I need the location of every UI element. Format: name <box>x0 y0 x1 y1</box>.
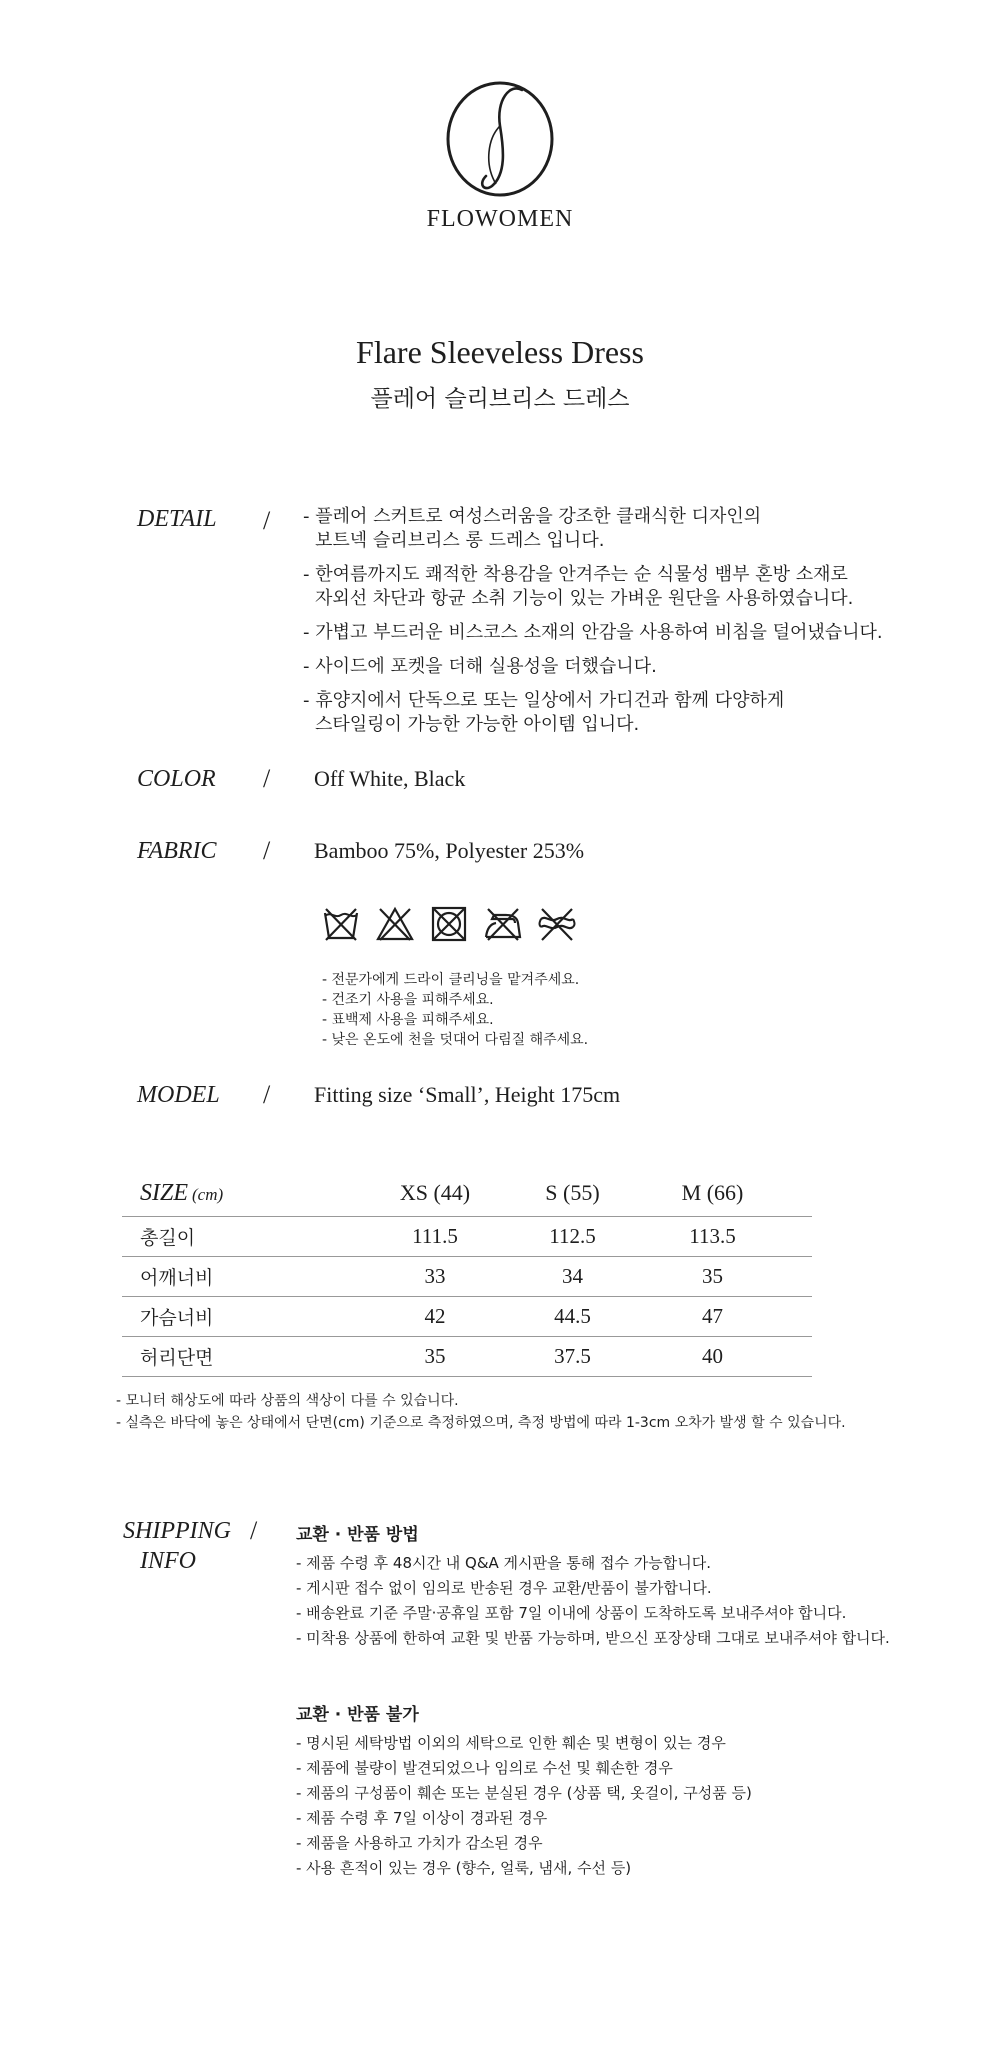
detail-item: - 가볍고 부드러운 비스코스 소재의 안감을 사용하여 비침을 덜어냈습니다. <box>303 622 883 643</box>
no-iron-icon <box>484 905 522 943</box>
care-note: - 표백제 사용을 피해주세요. <box>322 1012 494 1028</box>
size-label: SIZE (cm) <box>140 1179 224 1206</box>
shipping-slash: / <box>250 1516 258 1545</box>
size-col-m: M (66) <box>681 1180 744 1205</box>
not-allowed-heading: 교환 · 반품 불가 <box>296 1705 419 1725</box>
list-item: - 사용 흔적이 있는 경우 (향수, 얼룩, 냄새, 수선 등) <box>296 1859 632 1877</box>
size-table <box>122 1170 812 1377</box>
care-note: - 낮은 온도에 천을 덧대어 다림질 해주세요. <box>322 1032 589 1048</box>
list-item: - 미착용 상품에 한하여 교환 및 반품 가능하며, 받으신 포장상태 그대로 보내주셔야 합니다. <box>296 1629 890 1647</box>
product-title-ko: 플레어 슬리브리스 드레스 <box>370 386 630 412</box>
list-item: - 배송완료 기준 주말·공휴일 포함 7일 이내에 상품이 도착하도록 보내주셔야 합니다. <box>296 1604 847 1622</box>
color-slash: / <box>263 764 271 793</box>
list-item: - 제품에 불량이 발견되었으나 임의로 수선 및 훼손한 경우 <box>296 1759 673 1777</box>
brand-logo <box>440 78 560 200</box>
size-note: - 모니터 해상도에 따라 상품의 색상이 다를 수 있습니다. <box>116 1393 459 1409</box>
no-wash-tub-icon <box>322 905 360 943</box>
model-value: Fitting size ‘Small’, Height 175cm <box>314 1082 621 1107</box>
care-icons <box>322 905 576 943</box>
detail-item: - 한여름까지도 쾌적한 착용감을 안겨주는 순 식물성 뱀부 혼방 소재로 자외선 차단과 항균 소취 기능이 있는 가벼운 원단을 사용하였습니다. <box>303 564 854 609</box>
table-row: 총길이 111.5 112.5 113.5 <box>122 1216 812 1256</box>
no-tumble-dry-icon <box>430 905 468 943</box>
care-note: - 전문가에게 드라이 클리닝을 맡겨주세요. <box>322 972 580 988</box>
exchange-heading: 교환 · 반품 방법 <box>296 1525 419 1545</box>
detail-label: DETAIL <box>137 506 217 532</box>
size-table-header <box>122 1170 812 1216</box>
detail-item: - 사이드에 포켓을 더해 실용성을 더했습니다. <box>303 656 657 677</box>
care-note: - 건조기 사용을 피해주세요. <box>322 992 494 1008</box>
size-col-xs: XS (44) <box>399 1180 471 1205</box>
care-notes <box>322 970 588 1050</box>
shipping-label-info: INFO <box>140 1548 196 1574</box>
product-title-en: Flare Sleeveless Dress <box>356 334 644 370</box>
detail-list <box>303 505 883 737</box>
list-item: - 명시된 세탁방법 이외의 세탁으로 인한 훼손 및 변형이 있는 경우 <box>296 1734 726 1752</box>
no-wring-icon <box>538 905 576 943</box>
size-col-s: S (55) <box>545 1180 600 1205</box>
table-row: 가슴너비 42 44.5 47 <box>122 1296 812 1336</box>
size-note: - 실측은 바닥에 놓은 상태에서 단면(cm) 기준으로 측정하였으며, 측정 방법에 따라 1-3cm 오차가 발생 할 수 있습니다. <box>116 1415 846 1431</box>
list-item: - 제품 수령 후 48시간 내 Q&A 게시판을 통해 접수 가능합니다. <box>296 1554 712 1572</box>
exchange-section <box>296 1520 890 1651</box>
fabric-slash: / <box>263 836 271 865</box>
not-allowed-section <box>296 1700 752 1881</box>
exchange-list <box>296 1551 890 1651</box>
table-row: 허리단면 35 37.5 40 <box>122 1336 812 1377</box>
list-item: - 제품을 사용하고 가치가 감소된 경우 <box>296 1834 543 1852</box>
detail-item: - 휴양지에서 단독으로 또는 일상에서 가디건과 함께 다양하게 스타일링이 가능한 가능한 아이템 입니다. <box>303 690 785 735</box>
detail-slash: / <box>263 506 271 535</box>
model-slash: / <box>263 1080 271 1109</box>
no-bleach-icon <box>376 905 414 943</box>
detail-item: - 플레어 스커트로 여성스러움을 강조한 클래식한 디자인의 보트넥 슬리브리스 롱 드레스 입니다. <box>303 506 762 551</box>
table-row: 어깨너비 33 34 35 <box>122 1256 812 1296</box>
not-allowed-list <box>296 1731 752 1881</box>
list-item: - 게시판 접수 없이 임의로 반송된 경우 교환/반품이 불가합니다. <box>296 1579 712 1597</box>
color-value: Off White, Black <box>314 766 466 791</box>
list-item: - 제품의 구성품이 훼손 또는 분실된 경우 (상품 택, 옷걸이, 구성품 등) <box>296 1784 752 1802</box>
fabric-value: Bamboo 75%, Polyester 253% <box>314 838 585 863</box>
model-label: MODEL <box>137 1082 220 1108</box>
list-item: - 제품 수령 후 7일 이상이 경과된 경우 <box>296 1809 548 1827</box>
fabric-label: FABRIC <box>137 838 217 864</box>
color-label: COLOR <box>137 766 216 792</box>
size-notes <box>116 1390 846 1434</box>
shipping-label: SHIPPING <box>123 1518 231 1544</box>
brand-name: FLOWOMEN <box>426 206 574 232</box>
